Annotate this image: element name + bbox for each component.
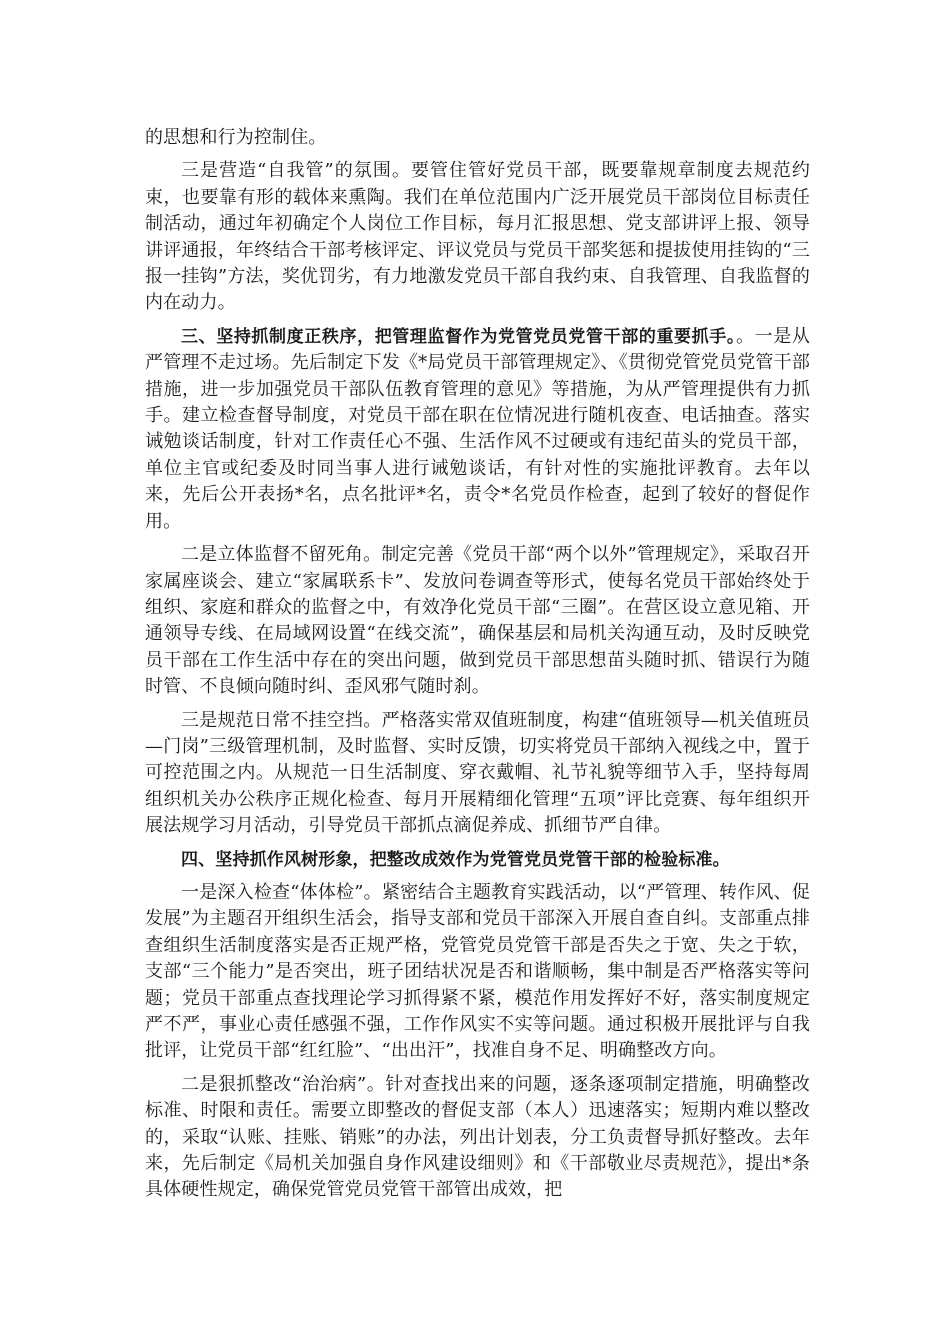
section-three-body: 。一是从严管理不走过场。先后制定下发《*局党员干部管理规定》、《贯彻党管党员党管干部措施，进一步加强党员干部队伍教育管理的意见》等措施，为从严管理提供有力抓手。建立检查督导制度，对党员干部在职在位情况进行随机夜查、电话抽查。落实诫勉谈话制度，针对工作责任心不强、生活作风不过硬或有违纪苗头的党员干部，单位主官或纪委及时同当事人进行诫勉谈话，有针对性的实施批评教育。去年以来，先后公开表扬*名，点名批评*名，责令*名党员作检查，起到了较好的督促作用。 [145, 325, 810, 532]
section-four-paragraph [145, 847, 810, 873]
document-body [145, 125, 810, 1211]
section-three-paragraph [145, 324, 810, 535]
section-three-heading: 三、坚持抓制度正秩序，把管理监督作为党管党员党管干部的重要抓手。 [181, 326, 736, 347]
section-four-heading: 四、坚持抓作风树形象，把整改成效作为党管党员党管干部的检验标准。 [181, 849, 730, 870]
paragraph-self-management: 三是营造“自我管”的氛围。要管住管好党员干部，既要靠规章制度去规范约束，也要靠有形的载体来熏陶。我们在单位范围内广泛开展党员干部岗位目标责任制活动，通过年初确定个人岗位工作目标，每月汇报思想、党支部讲评上报、领导讲评通报，年终结合干部考核评定、评议党员与党员干部奖惩和提拔使用挂钩的“三报一挂钩”方法，奖优罚劣，有力地激发党员干部自我约束、自我管理、自我监督的内在动力。 [145, 160, 810, 314]
paragraph-supervision: 二是立体监督不留死角。制定完善《党员干部“两个以外”管理规定》，采取召开家属座谈会、建立“家属联系卡”、发放问卷调查等形式，使每名党员干部始终处于组织、家庭和群众的监督之中，有效净化党员干部“三圈”。在营区设立意见箱、开通领导专线、在局域网设置“在线交流”，确保基层和局机关沟通互动，及时反映党员干部在工作生活中存在的突出问题，做到党员干部思想苗头随时抓、错误行为随时管、不良倾向随时纠、歪风邪气随时刹。 [145, 544, 810, 698]
paragraph-daily-norms: 三是规范日常不挂空挡。严格落实常双值班制度，构建“值班领导—机关值班员—门岗”三级管理机制，及时监督、实时反馈，切实将党员干部纳入视线之中，置于可控范围之内。从规范一日生活制度、穿衣戴帽、礼节礼貌等细节入手，坚持每周组织机关办公秩序正规化检查、每月开展精细化管理“五项”评比竞赛、每年组织开展法规学习月活动，引导党员干部抓点滴促养成、抓细节严自律。 [145, 709, 810, 837]
paragraph-continuation: 的思想和行为控制住。 [145, 127, 327, 148]
paragraph-rectification: 二是狠抓整改“治治病”。针对查找出来的问题，逐条逐项制定措施，明确整改标准、时限和责任。需要立即整改的督促支部（本人）迅速落实；短期内难以整改的，采取“认账、挂账、销账”的办法，列出计划表，分工负责督导抓好整改。去年来，先后制定《局机关加强自身作风建设细则》和《干部敬业尽责规范》，提出*条具体硬性规定，确保党管党员党管干部管出成效，把 [145, 1073, 810, 1201]
paragraph-inspection: 一是深入检查“体体检”。紧密结合主题教育实践活动，以“严管理、转作风、促发展”为主题召开组织生活会，指导支部和党员干部深入开展自查自纠。支部重点排查组织生活制度落实是否正规严格，党管党员党管干部是否失之于宽、失之于软，支部“三个能力”是否突出，班子团结状况是否和谐顺畅，集中制是否严格落实等问题；党员干部重点查找理论学习抓得紧不紧，模范作用发挥好不好，落实制度规定严不严，事业心责任感强不强，工作作风实不实等问题。通过积极开展批评与自我批评，让党员干部“红红脸”、“出出汗”，找准自身不足、明确整改方向。 [145, 881, 810, 1062]
